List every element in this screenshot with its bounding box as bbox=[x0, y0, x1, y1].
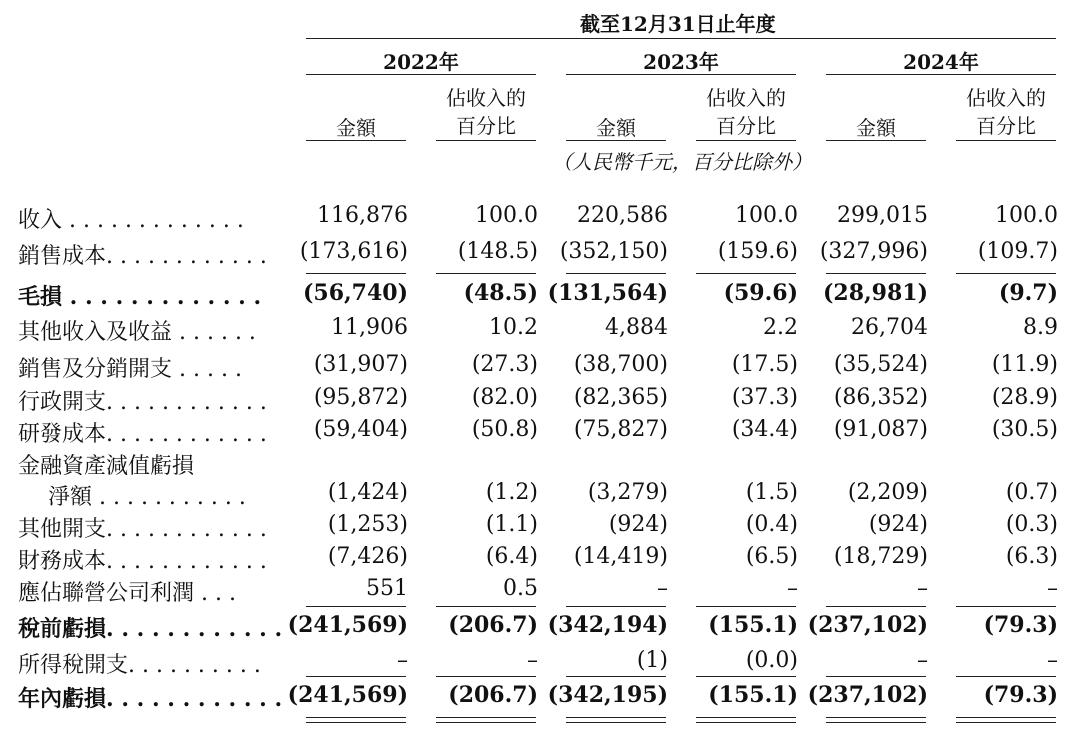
row-value: (342,194) bbox=[547, 612, 668, 638]
row-value: (27.3) bbox=[471, 352, 538, 377]
row-value: (7,426) bbox=[327, 544, 408, 569]
row-value: (34.4) bbox=[731, 417, 798, 442]
row-value: (924) bbox=[608, 512, 668, 537]
row-value: – bbox=[917, 648, 928, 673]
row-value: (1,424) bbox=[327, 480, 408, 505]
column-rule bbox=[436, 717, 536, 718]
row-value: (1) bbox=[636, 648, 668, 673]
row-value: (206.7) bbox=[448, 682, 538, 708]
row-value: (82.0) bbox=[471, 385, 538, 410]
row-value: (148.5) bbox=[457, 239, 538, 264]
row-value: (6.5) bbox=[745, 544, 798, 569]
column-rule bbox=[696, 717, 796, 718]
column-rule bbox=[696, 273, 796, 274]
column-rule bbox=[826, 273, 926, 274]
row-value: (237,102) bbox=[807, 612, 928, 638]
column-rule bbox=[956, 606, 1056, 607]
column-rule bbox=[826, 676, 926, 677]
sub-rule bbox=[566, 140, 666, 141]
column-rule bbox=[826, 606, 926, 607]
row-value: (155.1) bbox=[708, 682, 798, 708]
row-value: 551 bbox=[366, 576, 408, 601]
row-label: 其他開支. . . . . . . . . . . . bbox=[18, 517, 267, 542]
row-value: (6.4) bbox=[485, 544, 538, 569]
header-rule bbox=[306, 38, 1056, 39]
row-value: (31,907) bbox=[313, 352, 408, 377]
year-rule-2024 bbox=[826, 74, 1056, 75]
row-value: (56,740) bbox=[302, 280, 408, 306]
row-value: – bbox=[527, 648, 538, 673]
column-rule bbox=[306, 273, 406, 274]
column-rule bbox=[306, 606, 406, 607]
row-value: (35,524) bbox=[833, 352, 928, 377]
row-value: (327,996) bbox=[819, 239, 928, 264]
row-value: 8.9 bbox=[1023, 315, 1058, 340]
row-value: (1.5) bbox=[745, 480, 798, 505]
row-value: (0.0) bbox=[745, 648, 798, 673]
row-value: – bbox=[1047, 576, 1058, 601]
row-value: (17.5) bbox=[731, 352, 798, 377]
row-value: 26,704 bbox=[851, 315, 928, 340]
period-title: 截至12月31日止年度 bbox=[580, 12, 776, 36]
row-label: 年內虧損. . . . . . . . . . . . bbox=[18, 686, 283, 712]
column-rule bbox=[566, 606, 666, 607]
sub-rule bbox=[306, 140, 406, 141]
column-rule bbox=[566, 717, 666, 718]
col-pct-2022-l2: 百分比 bbox=[456, 114, 516, 138]
row-value: (241,569) bbox=[287, 682, 408, 708]
row-value: 2.2 bbox=[763, 315, 798, 340]
sub-rule bbox=[826, 140, 926, 141]
row-value: (37.3) bbox=[731, 385, 798, 410]
col-amount-2024: 金額 bbox=[856, 116, 896, 140]
row-value: – bbox=[787, 576, 798, 601]
row-value: (352,150) bbox=[559, 239, 668, 264]
row-value: (173,616) bbox=[299, 239, 408, 264]
row-value: (109.7) bbox=[977, 239, 1058, 264]
column-rule bbox=[826, 722, 926, 723]
row-label: 其他收入及收益 . . . . . . bbox=[18, 320, 256, 345]
row-value: (237,102) bbox=[807, 682, 928, 708]
row-value: 100.0 bbox=[995, 203, 1058, 228]
row-value: (155.1) bbox=[708, 612, 798, 638]
row-value: (38,700) bbox=[573, 352, 668, 377]
row-value: (0.7) bbox=[1005, 480, 1058, 505]
row-value: (30.5) bbox=[991, 417, 1058, 442]
row-label: 財務成本. . . . . . . . . . . . bbox=[18, 549, 267, 574]
row-value: (1,253) bbox=[327, 512, 408, 537]
row-value: (59.6) bbox=[723, 280, 798, 306]
row-value: 0.5 bbox=[503, 576, 538, 601]
year-2023: 2023年 bbox=[643, 50, 719, 74]
row-value: (48.5) bbox=[463, 280, 538, 306]
row-label: 銷售成本. . . . . . . . . . . . bbox=[18, 244, 267, 269]
column-rule bbox=[436, 273, 536, 274]
row-label: 研發成本. . . . . . . . . . . . bbox=[18, 422, 267, 447]
row-value: (50.8) bbox=[471, 417, 538, 442]
year-2022: 2022年 bbox=[383, 50, 459, 74]
column-rule bbox=[956, 273, 1056, 274]
row-value: (75,827) bbox=[573, 417, 668, 442]
row-value: (86,352) bbox=[833, 385, 928, 410]
column-rule bbox=[956, 722, 1056, 723]
column-rule bbox=[696, 606, 796, 607]
column-rule bbox=[956, 717, 1056, 718]
row-value: 10.2 bbox=[489, 315, 538, 340]
row-label: 應佔聯營公司利潤 . . . bbox=[18, 581, 236, 606]
row-value: (924) bbox=[868, 512, 928, 537]
column-rule bbox=[436, 676, 536, 677]
row-value: (28.9) bbox=[991, 385, 1058, 410]
row-label: 銷售及分銷開支 . . . . . bbox=[18, 357, 242, 382]
row-value: 220,586 bbox=[577, 203, 668, 228]
row-value: 4,884 bbox=[605, 315, 668, 340]
column-rule bbox=[436, 606, 536, 607]
col-pct-2024-l2: 百分比 bbox=[976, 114, 1036, 138]
row-value: 299,015 bbox=[837, 203, 928, 228]
row-value: (6.3) bbox=[1005, 544, 1058, 569]
row-label: 行政開支. . . . . . . . . . . . bbox=[18, 390, 267, 415]
column-rule bbox=[566, 273, 666, 274]
column-rule bbox=[436, 722, 536, 723]
year-2024: 2024年 bbox=[903, 50, 979, 74]
column-rule bbox=[566, 676, 666, 677]
column-rule bbox=[696, 676, 796, 677]
sub-rule bbox=[956, 140, 1056, 141]
col-amount-2023: 金額 bbox=[596, 116, 636, 140]
col-amount-2022: 金額 bbox=[336, 116, 376, 140]
row-label: 收入 . . . . . . . . . . . . . bbox=[18, 208, 244, 233]
col-pct-2023-l2: 百分比 bbox=[716, 114, 776, 138]
col-pct-2022-l1: 佔收入的 bbox=[446, 86, 526, 110]
unit-note: （人民幣千元，百分比除外） bbox=[552, 150, 812, 174]
col-pct-2023-l1: 佔收入的 bbox=[706, 86, 786, 110]
row-value: (3,279) bbox=[587, 480, 668, 505]
row-value: (14,419) bbox=[573, 544, 668, 569]
column-rule bbox=[566, 722, 666, 723]
row-value: (11.9) bbox=[991, 352, 1058, 377]
row-label: 稅前虧損. . . . . . . . . . . . bbox=[18, 616, 283, 642]
row-value: (206.7) bbox=[448, 612, 538, 638]
column-rule bbox=[956, 676, 1056, 677]
year-rule-2023 bbox=[566, 74, 796, 75]
row-value: – bbox=[917, 576, 928, 601]
row-value: – bbox=[397, 648, 408, 673]
row-value: (0.4) bbox=[745, 512, 798, 537]
row-value: (79.3) bbox=[983, 682, 1058, 708]
column-rule bbox=[306, 676, 406, 677]
row-value: 100.0 bbox=[735, 203, 798, 228]
row-value: – bbox=[657, 576, 668, 601]
row-label: 淨額 . . . . . . . . . . . bbox=[48, 485, 246, 510]
row-value: (241,569) bbox=[287, 612, 408, 638]
row-value: – bbox=[1047, 648, 1058, 673]
row-value: 11,906 bbox=[331, 315, 408, 340]
row-label: 金融資產減值虧損 bbox=[18, 454, 195, 479]
row-value: (9.7) bbox=[998, 280, 1058, 306]
row-value: 116,876 bbox=[317, 203, 408, 228]
row-value: (59,404) bbox=[313, 417, 408, 442]
column-rule bbox=[306, 722, 406, 723]
row-value: (18,729) bbox=[833, 544, 928, 569]
row-value: (91,087) bbox=[833, 417, 928, 442]
row-value: (2,209) bbox=[847, 480, 928, 505]
row-value: 100.0 bbox=[475, 203, 538, 228]
row-value: (342,195) bbox=[547, 682, 668, 708]
col-pct-2024-l1: 佔收入的 bbox=[966, 86, 1046, 110]
row-value: (0.3) bbox=[1005, 512, 1058, 537]
row-value: (82,365) bbox=[573, 385, 668, 410]
row-value: (131,564) bbox=[547, 280, 668, 306]
row-value: (159.6) bbox=[717, 239, 798, 264]
sub-rule bbox=[436, 140, 536, 141]
sub-rule bbox=[696, 140, 796, 141]
row-value: (28,981) bbox=[822, 280, 928, 306]
row-value: (79.3) bbox=[983, 612, 1058, 638]
row-label: 所得稅開支. . . . . . . . . . bbox=[18, 653, 261, 678]
column-rule bbox=[696, 722, 796, 723]
row-label: 毛損 . . . . . . . . . . . . . bbox=[18, 284, 262, 310]
column-rule bbox=[826, 717, 926, 718]
column-rule bbox=[306, 717, 406, 718]
year-rule-2022 bbox=[306, 74, 536, 75]
row-value: (1.1) bbox=[485, 512, 538, 537]
row-value: (1.2) bbox=[485, 480, 538, 505]
row-value: (95,872) bbox=[313, 385, 408, 410]
